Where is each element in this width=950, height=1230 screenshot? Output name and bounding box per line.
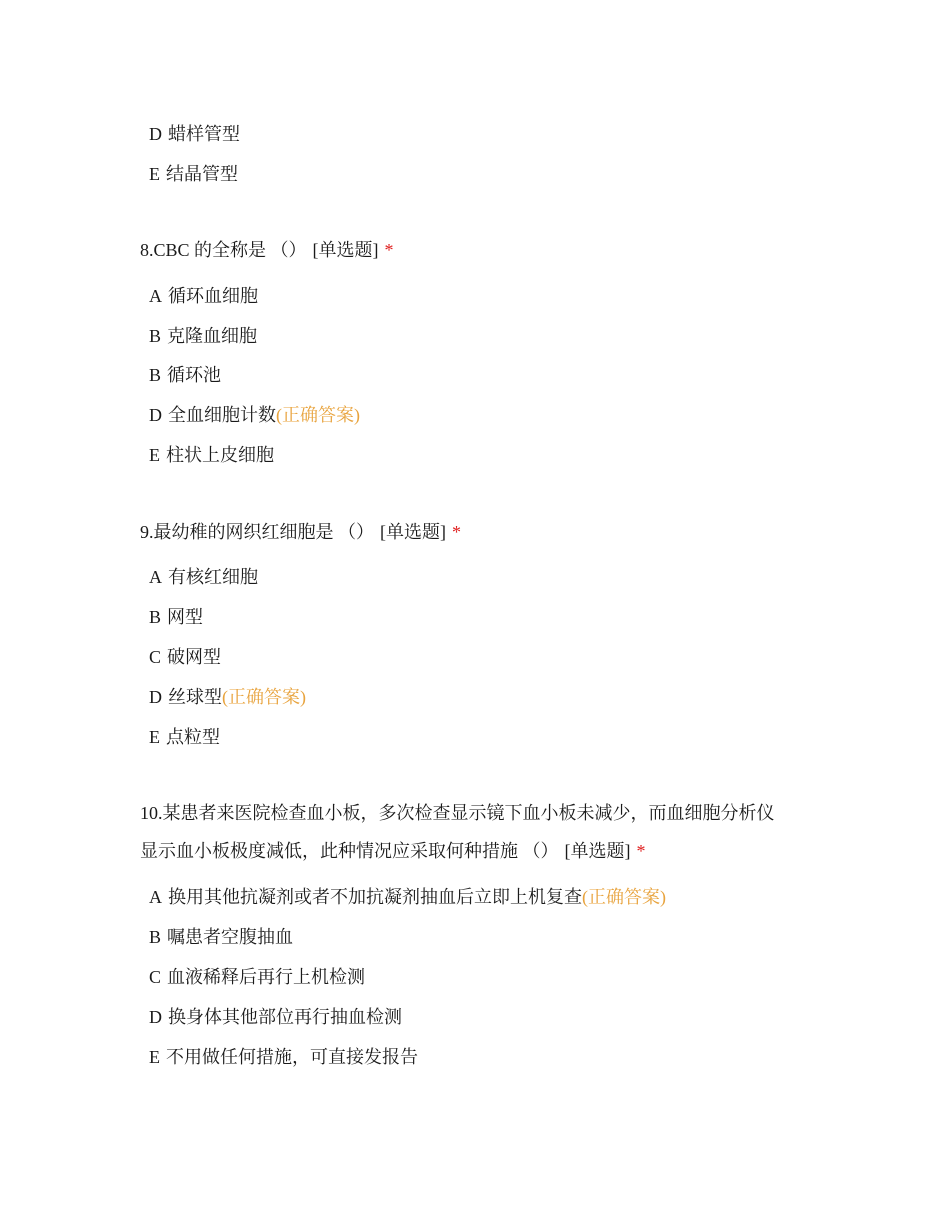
question-type: [单选题] bbox=[564, 841, 631, 861]
question-10-title-line2 bbox=[140, 839, 646, 863]
option-text: 循环池 bbox=[167, 365, 222, 385]
option-text: 血液稀释后再行上机检测 bbox=[167, 967, 366, 987]
option-a-q9 bbox=[149, 565, 258, 589]
option-text: 全血细胞计数 bbox=[168, 405, 276, 425]
option-d-q7 bbox=[149, 122, 240, 146]
option-text: 点粒型 bbox=[166, 727, 220, 747]
option-text: 不用做任何措施，可直接发报告 bbox=[166, 1047, 418, 1067]
question-stem: 9.最幼稚的网织红细胞是 （） bbox=[140, 522, 374, 542]
option-b2-q8 bbox=[149, 363, 221, 387]
option-b-q9 bbox=[149, 605, 203, 629]
option-e-q7 bbox=[149, 162, 238, 186]
required-mark: * bbox=[636, 841, 646, 861]
option-text: 结晶管型 bbox=[166, 164, 238, 184]
option-text: 克隆血细胞 bbox=[167, 326, 258, 346]
option-d-q9 bbox=[149, 685, 306, 709]
option-letter: A bbox=[149, 567, 162, 587]
question-9-title bbox=[140, 520, 461, 544]
option-text: 有核红细胞 bbox=[168, 567, 258, 587]
option-letter: D bbox=[149, 1007, 162, 1027]
question-stem: 10.某患者来医院检查血小板，多次检查显示镜下血小板未减少，而血细胞分析仪 bbox=[140, 803, 775, 823]
question-10-title-line1 bbox=[140, 801, 775, 825]
question-stem: 8.CBC 的全称是 （） bbox=[140, 240, 307, 260]
option-text: 蜡样管型 bbox=[168, 124, 240, 144]
option-text: 破网型 bbox=[167, 647, 222, 667]
option-text: 换用其他抗凝剂或者不加抗凝剂抽血后立即上机复查 bbox=[168, 887, 582, 907]
option-b-q10 bbox=[149, 925, 293, 949]
option-letter: E bbox=[149, 445, 160, 465]
option-letter: B bbox=[149, 326, 162, 346]
option-c-q9 bbox=[149, 645, 221, 669]
option-letter: A bbox=[149, 887, 162, 907]
option-text: 柱状上皮细胞 bbox=[166, 445, 274, 465]
option-letter: E bbox=[149, 727, 160, 747]
option-d-q8 bbox=[149, 403, 360, 427]
option-d-q10 bbox=[149, 1005, 402, 1029]
option-e-q8 bbox=[149, 443, 274, 467]
option-letter: E bbox=[149, 164, 160, 184]
option-letter: A bbox=[149, 286, 162, 306]
option-letter: B bbox=[149, 607, 162, 627]
option-text: 丝球型 bbox=[168, 687, 222, 707]
option-letter: C bbox=[149, 967, 162, 987]
option-e-q10 bbox=[149, 1045, 418, 1069]
option-text: 嘱患者空腹抽血 bbox=[167, 927, 294, 947]
correct-answer-label: (正确答案) bbox=[222, 687, 306, 707]
option-letter: D bbox=[149, 124, 162, 144]
question-type: [单选题] bbox=[380, 522, 446, 542]
option-c-q10 bbox=[149, 965, 365, 989]
option-letter: B bbox=[149, 365, 162, 385]
option-letter: D bbox=[149, 405, 162, 425]
question-stem: 显示血小板极度减低，此种情况应采取何种措施 （） bbox=[140, 841, 559, 861]
option-text: 循环血细胞 bbox=[168, 286, 258, 306]
option-letter: C bbox=[149, 647, 162, 667]
option-b-q8 bbox=[149, 324, 257, 348]
option-letter: B bbox=[149, 927, 162, 947]
option-a-q8 bbox=[149, 284, 258, 308]
option-text: 换身体其他部位再行抽血检测 bbox=[168, 1007, 402, 1027]
option-text: 网型 bbox=[167, 607, 204, 627]
required-mark: * bbox=[452, 522, 461, 542]
correct-answer-label: (正确答案) bbox=[276, 405, 360, 425]
question-type: [单选题] bbox=[312, 240, 379, 260]
option-e-q9 bbox=[149, 725, 220, 749]
option-a-q10 bbox=[149, 885, 666, 909]
question-8-title bbox=[140, 238, 394, 262]
correct-answer-label: (正确答案) bbox=[582, 887, 666, 907]
required-mark: * bbox=[384, 240, 394, 260]
option-letter: D bbox=[149, 687, 162, 707]
option-letter: E bbox=[149, 1047, 160, 1067]
